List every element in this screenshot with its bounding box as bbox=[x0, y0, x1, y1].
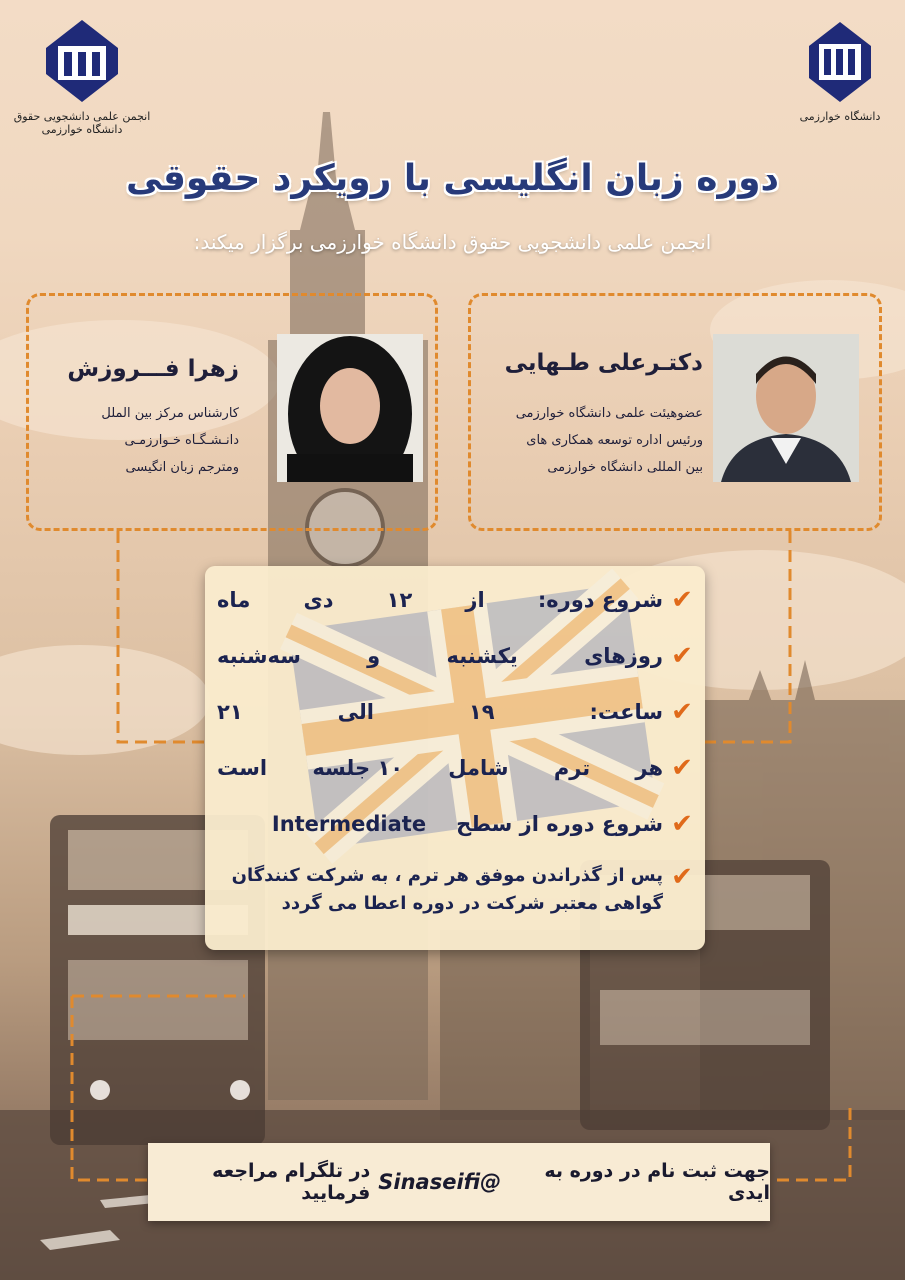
instructor-description bbox=[516, 400, 703, 481]
check-icon: ✔ bbox=[671, 809, 693, 839]
level-label: شروع دوره از سطح bbox=[456, 812, 663, 836]
sessions-word-2: ترم bbox=[553, 756, 591, 780]
course-start-month: دی bbox=[303, 588, 334, 612]
right-logo-caption: دانشگاه خوارزمی bbox=[799, 110, 881, 123]
person-avatar-icon bbox=[277, 334, 423, 482]
registration-text-before: جهت ثبت نام در دوره به ایدی bbox=[544, 1160, 770, 1204]
person-avatar-icon bbox=[713, 334, 859, 482]
course-start-row bbox=[217, 580, 695, 620]
left-logo-caption: انجمن علمی دانشجویی حقوق دانشگاه خوارزمی bbox=[13, 110, 151, 136]
certificate-line: پس از گذراندن موفق هر ترم ، به شرکت کنندگان bbox=[231, 865, 663, 886]
check-icon: ✔ bbox=[671, 585, 693, 615]
instructor-desc-line: ومترجم زبان انگیسی bbox=[125, 460, 239, 475]
instructor-desc-line: ورئیس اداره توسعه همکاری های bbox=[526, 433, 703, 448]
university-emblem-icon bbox=[807, 20, 873, 104]
instructor-desc-line: بین المللی دانشگاه خوارزمی bbox=[547, 460, 703, 475]
days-label: روزهای bbox=[584, 644, 663, 668]
association-emblem-icon bbox=[44, 18, 120, 104]
course-start-word: از bbox=[465, 588, 485, 612]
page-title: دوره زبان انگلیسی با رویکرد حقوقی bbox=[125, 158, 780, 199]
telegram-id[interactable]: Sinaseifi@ bbox=[378, 1170, 502, 1194]
instructor-desc-line: دانـشـگـاه خـوارزمـی bbox=[124, 433, 239, 448]
check-icon: ✔ bbox=[671, 641, 693, 671]
registration-text-after: در تلگرام مراجعه فرمایید bbox=[212, 1160, 371, 1204]
instructor-card-tahaei bbox=[468, 293, 882, 531]
sessions-count: ۱۰ جلسه bbox=[312, 756, 404, 780]
check-icon: ✔ bbox=[671, 753, 693, 783]
time-start: ۱۹ bbox=[468, 700, 495, 724]
instructor-photo bbox=[277, 334, 423, 482]
days-and: و bbox=[367, 644, 381, 668]
instructor-description bbox=[101, 400, 239, 481]
time-end: ۲۱ bbox=[217, 700, 243, 724]
course-start-unit: ماه bbox=[217, 588, 251, 612]
instructor-photo bbox=[713, 334, 859, 482]
certificate-line: گواهی معتبر شرکت در دوره اعطا می گردد bbox=[281, 893, 663, 914]
course-start-label: شروع دوره: bbox=[537, 588, 663, 612]
registration-note bbox=[148, 1143, 770, 1221]
instructor-desc-line: عضوهیئت علمی دانشگاه خوارزمی bbox=[515, 406, 703, 421]
check-icon: ✔ bbox=[671, 697, 693, 727]
course-certificate-row bbox=[217, 862, 695, 926]
course-start-day: ۱۲ bbox=[386, 588, 413, 612]
sessions-word-5: است bbox=[217, 756, 268, 780]
instructor-name: زهرا فـــروزش bbox=[67, 356, 239, 382]
university-logo bbox=[790, 20, 890, 123]
check-icon: ✔ bbox=[671, 862, 693, 892]
time-label: ساعت: bbox=[589, 700, 663, 724]
course-sessions-row bbox=[217, 748, 695, 788]
instructor-desc-line: کارشناس مرکز بین الملل bbox=[101, 406, 239, 421]
instructor-card-forouzesh bbox=[26, 293, 438, 531]
student-association-logo bbox=[12, 18, 152, 136]
day-sunday: یکشنبه bbox=[446, 644, 518, 668]
course-level-row bbox=[217, 804, 695, 844]
level-value: Intermediate bbox=[271, 812, 427, 836]
page-subtitle: انجمن علمی دانشجویی حقوق دانشگاه خوارزمی برگزار میکند: bbox=[193, 230, 712, 254]
instructor-name: دکتـرعلی طـهایی bbox=[504, 350, 703, 376]
sessions-word-3: شامل bbox=[448, 756, 509, 780]
course-info-panel bbox=[205, 566, 705, 950]
course-days-row bbox=[217, 636, 695, 676]
course-time-row bbox=[217, 692, 695, 732]
sessions-word-1: هر bbox=[635, 756, 663, 780]
day-tuesday: سه‌شنبه bbox=[217, 644, 301, 668]
time-to: الی bbox=[337, 700, 374, 724]
